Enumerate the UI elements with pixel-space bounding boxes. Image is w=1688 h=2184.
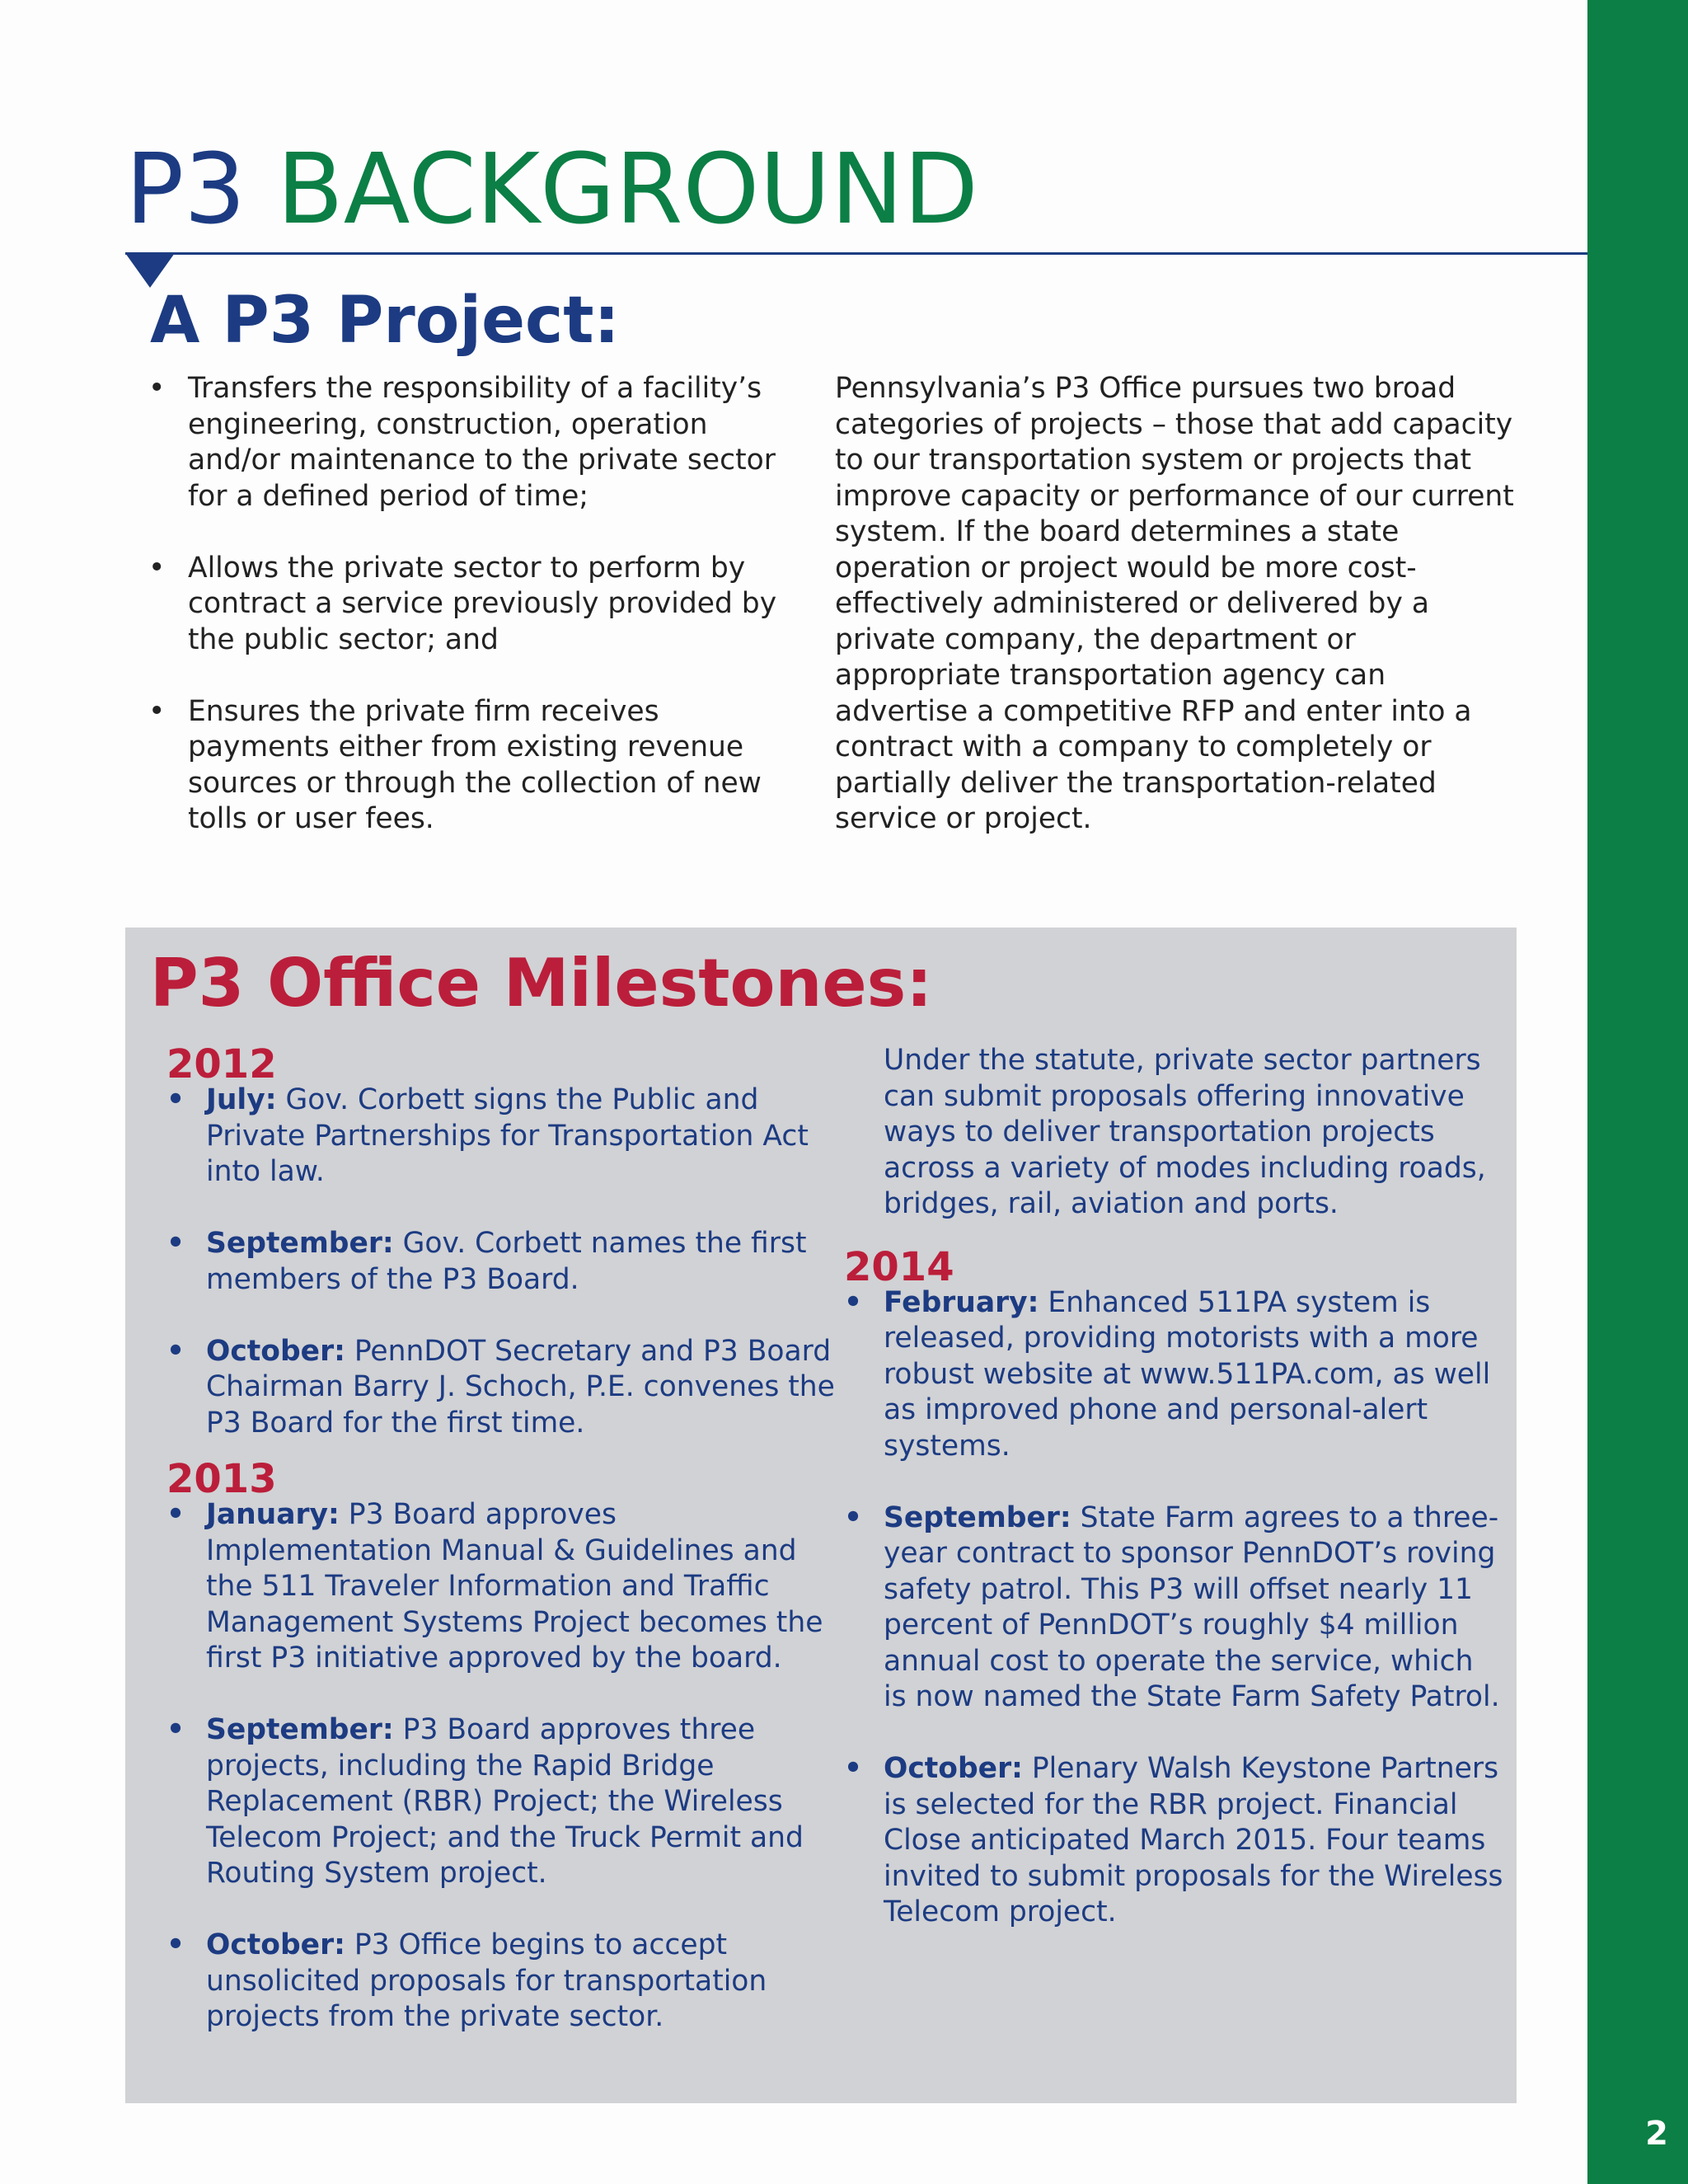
milestone-text: Gov. Corbett names the first members of the P3 Board. (206, 1227, 807, 1296)
milestone-month: October: (884, 1752, 1023, 1785)
milestone-text: Enhanced 511PA system is released, providing motorists with a more robust website at www.511PA.com, as well as improved phone and personal-alert systems. (884, 1285, 1491, 1463)
milestone-month: October: (206, 1334, 345, 1368)
milestone-item (844, 1501, 1503, 1716)
milestone-item (166, 1083, 851, 1191)
milestone-item (166, 1226, 851, 1298)
milestone-list-2014 (844, 1285, 1503, 1931)
project-bullet: • Transfers the responsibility of a facility’s engineering, construction, operation and/or maintenance to the private sector for a defined period of time; (142, 371, 801, 514)
milestone-month: October: (206, 1928, 345, 1961)
year-heading-2012: 2012 (166, 1041, 277, 1087)
milestone-list-2013 (166, 1497, 851, 2036)
milestone-month: September: (206, 1227, 394, 1260)
page-title-background: BACKGROUND (276, 132, 978, 246)
milestone-text: P3 Board approves Implementation Manual & Guidelines and the 511 Traveler Information and Traffic Management Systems Project becomes the first P3 initiative approved by the board. (206, 1498, 823, 1674)
milestone-item (166, 1497, 851, 1677)
milestone-month: July: (206, 1083, 277, 1116)
statute-note: Under the statute, private sector partners can submit proposals offering innovative ways to deliver transportation projects across a variety of modes including roads, bridges, rail, aviation and ports. (884, 1044, 1486, 1220)
milestone-item (844, 1285, 1503, 1465)
milestone-month: September: (206, 1713, 394, 1746)
milestone-text: Plenary Walsh Keystone Partners is selected for the RBR project. Financial Close anticipated March 2015. Four teams invited to submit proposals for the Wireless Telecom project. (884, 1752, 1503, 1928)
milestones-left-column (166, 1043, 851, 2071)
milestones-panel (125, 928, 1517, 2103)
milestone-list-2012 (166, 1083, 851, 1441)
project-heading: A P3 Project: (150, 284, 620, 358)
milestone-month: January: (206, 1498, 340, 1531)
milestones-right-column (844, 1043, 1503, 1966)
milestone-text: P3 Board approves three projects, including the Rapid Bridge Replacement (RBR) Project; the Wireless Telecom Project; and the Truck Permit and Routing System project. (206, 1713, 804, 1890)
year-heading-2014: 2014 (844, 1243, 954, 1290)
milestones-heading: P3 Office Milestones: (150, 945, 933, 1022)
milestone-item (166, 1928, 851, 2036)
page-number: 2 (1645, 2115, 1668, 2153)
milestone-text: Gov. Corbett signs the Public and Private Partnerships for Transportation Act into law. (206, 1083, 809, 1188)
milestone-text: PennDOT Secretary and P3 Board Chairman Barry J. Schoch, P.E. convenes the P3 Board for the first time. (206, 1334, 835, 1440)
project-bullet: • Ensures the private firm receives payments either from existing revenue sources or through the collection of new tolls or user fees. (142, 694, 801, 838)
project-bullet: • Allows the private sector to perform by contract a service previously provided by the public sector; and (142, 551, 801, 659)
page-title (125, 132, 978, 246)
project-bullet-list (142, 371, 801, 873)
milestone-text: P3 Office begins to accept unsolicited proposals for transportation projects from the private sector. (206, 1928, 767, 2033)
milestone-month: February: (884, 1285, 1039, 1319)
green-sidebar (1587, 0, 1688, 2184)
milestone-item (166, 1712, 851, 1892)
milestone-month: September: (884, 1501, 1071, 1534)
milestone-text: State Farm agrees to a three-year contract to sponsor PennDOT’s roving safety patrol. This P3 will offset nearly 11 percent of PennDOT’s roughly $4 million annual cost to operate the service, which is now named the State Farm Safety Patrol. (884, 1501, 1500, 1713)
milestone-item (166, 1334, 851, 1442)
year-heading-2013: 2013 (166, 1456, 277, 1502)
project-paragraph: Pennsylvania’s P3 Office pursues two broad categories of projects – those that add capacity to our transportation system or projects that improve capacity or performance of our current system. If the board determines a state operation or project would be more cost-effectively administered or delivered by a private company, the department or appropriate transportation agency can advertise a competitive RFP and enter into a contract with a company to completely or partially deliver the transportation-related service or project. (835, 372, 1514, 835)
triangle-marker-icon (125, 253, 175, 288)
page-title-p3: P3 (125, 132, 246, 246)
title-divider (125, 252, 1587, 255)
milestone-item (844, 1751, 1503, 1931)
